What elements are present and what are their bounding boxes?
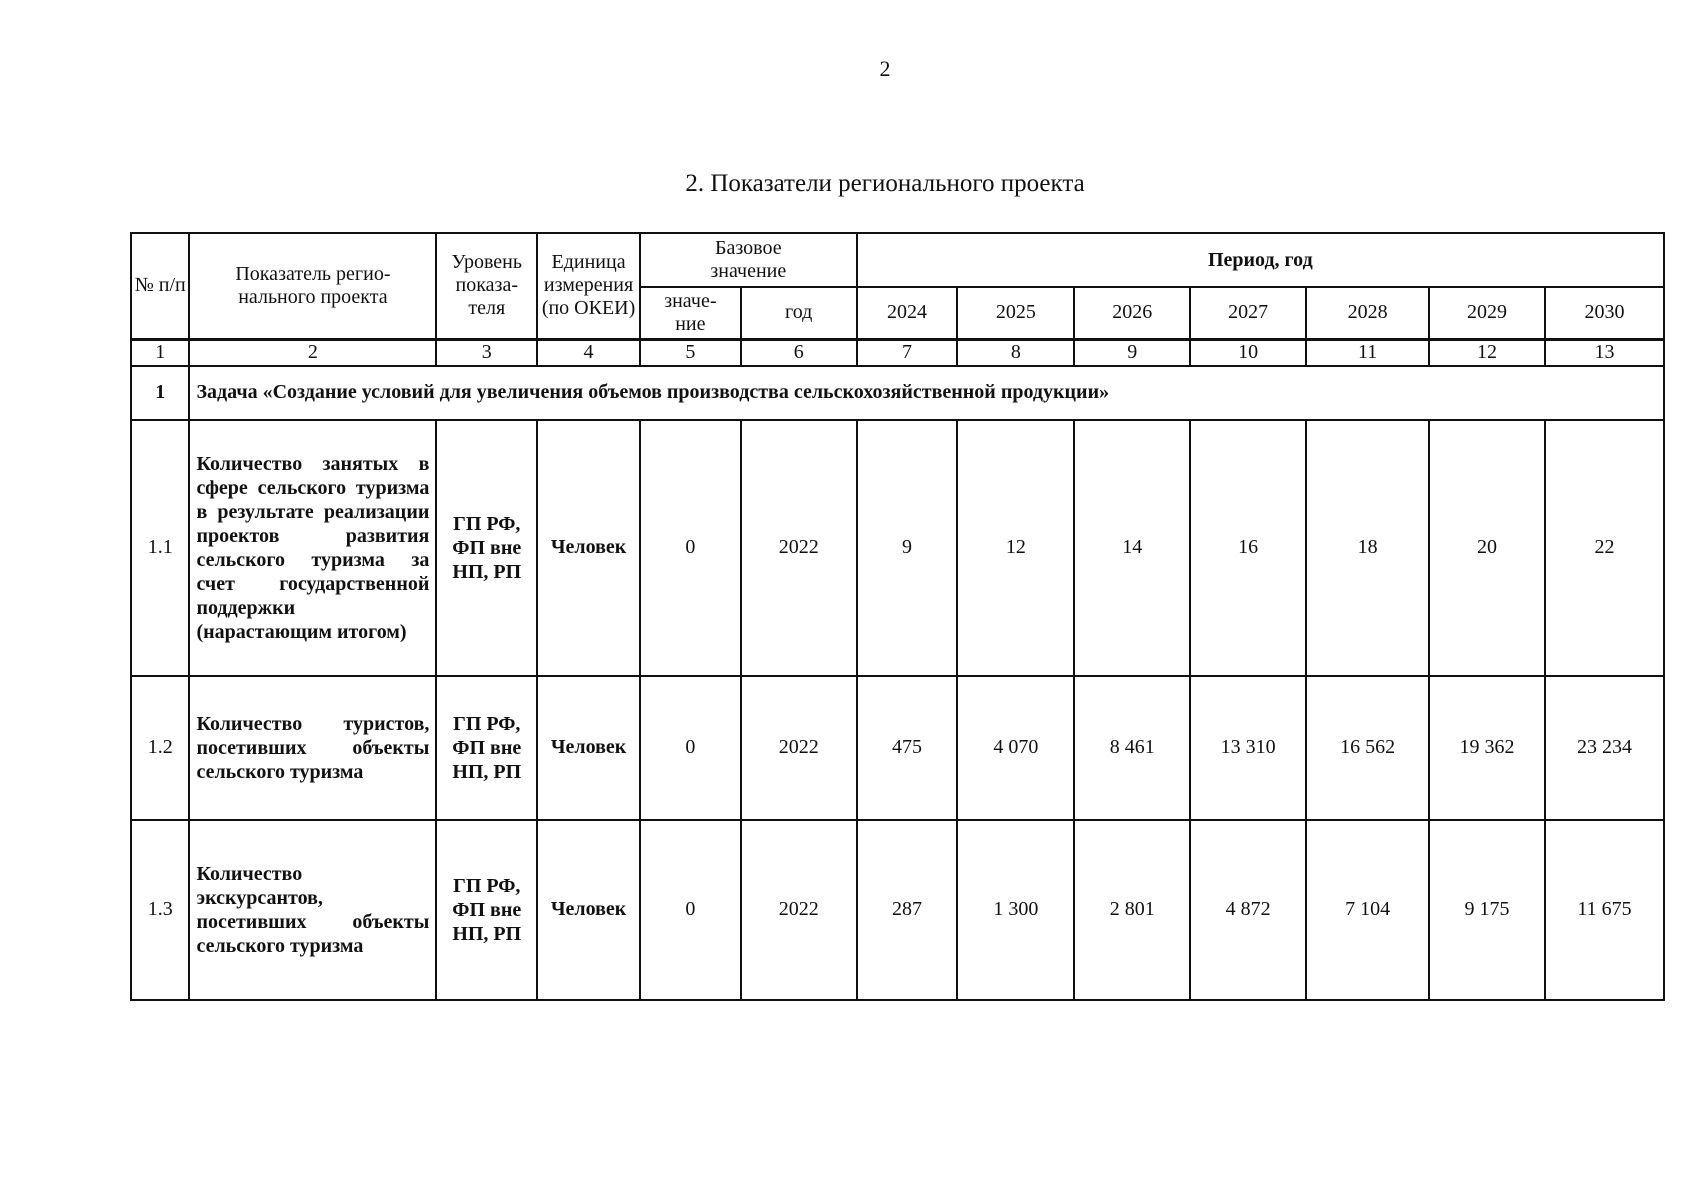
row-value: 11 675 — [1545, 820, 1664, 1000]
header-base-year: год — [741, 287, 857, 339]
header-base: Базовое значение — [640, 233, 857, 287]
column-number: 9 — [1074, 339, 1190, 366]
row-value: 1 300 — [957, 820, 1074, 1000]
column-number: 13 — [1545, 339, 1664, 366]
column-number: 6 — [741, 339, 857, 366]
header-year: 2025 — [957, 287, 1074, 339]
header-unit: Единица измерения (по ОКЕИ) — [537, 233, 640, 339]
row-value: 475 — [857, 676, 958, 820]
page-title: 2. Показатели регионального проекта — [685, 170, 1085, 197]
row-num: 1.1 — [131, 420, 189, 676]
header-base-value: значе- ние — [640, 287, 741, 339]
row-level: ГП РФ, ФП вне НП, РП — [436, 420, 537, 676]
row-value: 287 — [857, 820, 958, 1000]
row-value: 9 — [857, 420, 958, 676]
column-number: 2 — [189, 339, 436, 366]
row-base-year: 2022 — [741, 676, 857, 820]
row-value: 2 801 — [1074, 820, 1190, 1000]
table-row — [131, 676, 1664, 820]
column-number: 1 — [131, 339, 189, 366]
header-year: 2029 — [1429, 287, 1545, 339]
column-number-row — [131, 339, 1664, 366]
row-base-year: 2022 — [741, 420, 857, 676]
row-value: 7 104 — [1306, 820, 1429, 1000]
row-base-value: 0 — [640, 420, 741, 676]
table-row — [131, 420, 1664, 676]
indicators-table — [130, 232, 1665, 1001]
header-year: 2026 — [1074, 287, 1190, 339]
row-num: 1.2 — [131, 676, 189, 820]
row-num: 1.3 — [131, 820, 189, 1000]
row-value: 12 — [957, 420, 1074, 676]
column-number: 3 — [436, 339, 537, 366]
row-base-year: 2022 — [741, 820, 857, 1000]
row-value: 4 872 — [1190, 820, 1306, 1000]
row-value: 16 — [1190, 420, 1306, 676]
task-num: 1 — [131, 366, 189, 420]
row-unit: Человек — [537, 820, 640, 1000]
task-row — [131, 366, 1664, 420]
column-number: 11 — [1306, 339, 1429, 366]
task-text: Задача «Создание условий для увеличения объемов производства сельскохозяйственной продукции» — [189, 366, 1664, 420]
row-value: 8 461 — [1074, 676, 1190, 820]
row-unit: Человек — [537, 420, 640, 676]
header-year: 2024 — [857, 287, 958, 339]
row-value: 18 — [1306, 420, 1429, 676]
row-indicator: Количество экскурсантов, посетивших объекты сельского туризма — [189, 820, 436, 1000]
row-level: ГП РФ, ФП вне НП, РП — [436, 676, 537, 820]
row-value: 14 — [1074, 420, 1190, 676]
row-indicator: Количество туристов, посетивших объекты сельского туризма — [189, 676, 436, 820]
column-number: 12 — [1429, 339, 1545, 366]
row-value: 23 234 — [1545, 676, 1664, 820]
column-number: 10 — [1190, 339, 1306, 366]
row-value: 4 070 — [957, 676, 1074, 820]
header-year: 2028 — [1306, 287, 1429, 339]
row-unit: Человек — [537, 676, 640, 820]
header-num: № п/п — [131, 233, 189, 339]
row-value: 9 175 — [1429, 820, 1545, 1000]
row-value: 19 362 — [1429, 676, 1545, 820]
row-value: 20 — [1429, 420, 1545, 676]
row-value: 16 562 — [1306, 676, 1429, 820]
table-row — [131, 820, 1664, 1000]
header-year: 2027 — [1190, 287, 1306, 339]
row-value: 22 — [1545, 420, 1664, 676]
row-base-value: 0 — [640, 820, 741, 1000]
column-number: 4 — [537, 339, 640, 366]
header-year: 2030 — [1545, 287, 1664, 339]
page-number: 2 — [879, 56, 891, 81]
column-number: 7 — [857, 339, 958, 366]
row-value: 13 310 — [1190, 676, 1306, 820]
row-level: ГП РФ, ФП вне НП, РП — [436, 820, 537, 1000]
column-number: 8 — [957, 339, 1074, 366]
header-indicator: Показатель регио- нального проекта — [189, 233, 436, 339]
column-number: 5 — [640, 339, 741, 366]
header-period: Период, год — [857, 233, 1664, 287]
header-level: Уровень показа- теля — [436, 233, 537, 339]
indicators-table-container — [130, 232, 1665, 1001]
row-base-value: 0 — [640, 676, 741, 820]
row-indicator: Количество занятых в сфере сельского туризма в результате реализации проектов развития сельского туризма за счет государственной поддержки (нарастающим итогом) — [189, 420, 436, 676]
